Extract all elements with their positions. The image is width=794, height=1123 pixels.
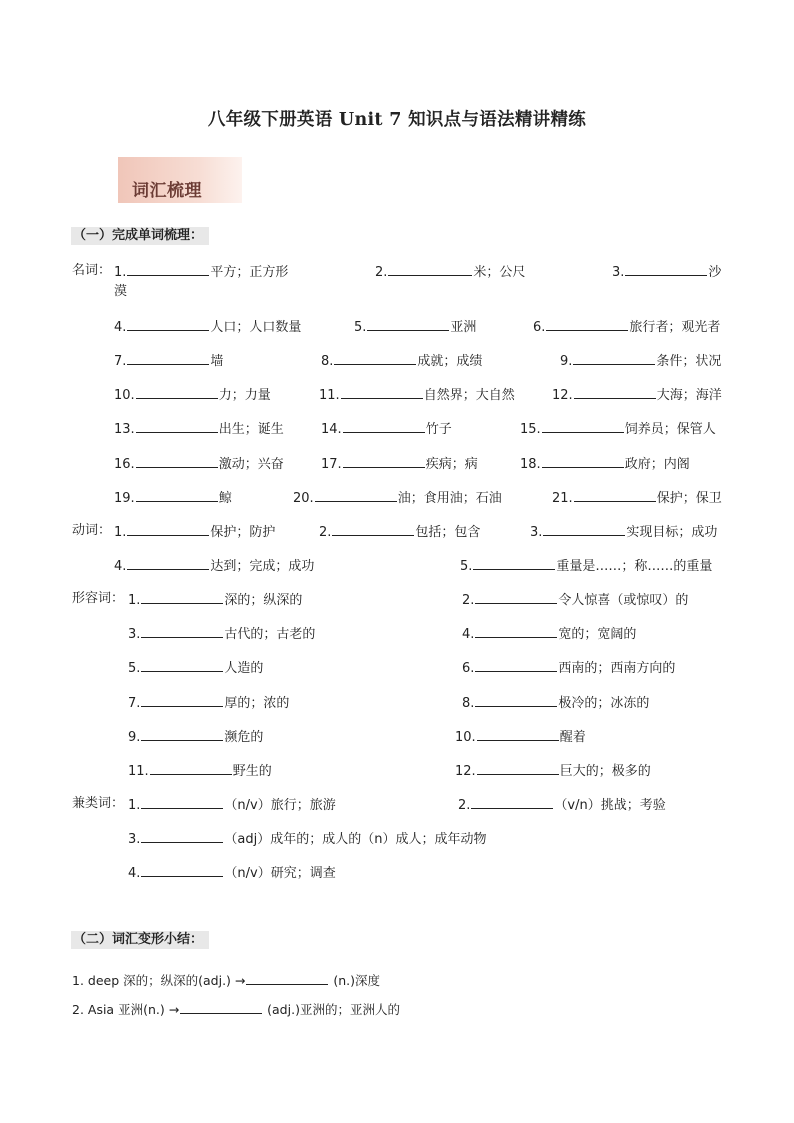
multi-row-2 [0, 829, 794, 847]
answer-blank[interactable] [141, 829, 223, 843]
adj-row-2 [0, 624, 794, 642]
list-item: 9. 条件；状况 [560, 351, 721, 371]
answer-blank[interactable] [477, 727, 559, 741]
answer-blank[interactable] [127, 351, 209, 365]
list-item: 3. （adj）成年的；成人的（n）成人；成年动物 [128, 829, 486, 849]
list-item: 3. 沙 [612, 262, 721, 282]
list-item: 16. 激动；兴奋 [114, 454, 284, 474]
noun-row-4 [0, 385, 794, 403]
list-item: 4. 人口；人口数量 [114, 317, 301, 337]
section-label-2: （二）词汇变形小结： [71, 931, 209, 949]
answer-blank[interactable] [246, 971, 328, 985]
answer-blank[interactable] [475, 590, 557, 604]
answer-blank[interactable] [546, 317, 628, 331]
noun-row-7 [0, 488, 794, 506]
answer-blank[interactable] [127, 317, 209, 331]
answer-blank[interactable] [574, 385, 656, 399]
answer-blank[interactable] [141, 863, 223, 877]
answer-blank[interactable] [136, 419, 218, 433]
multi-row-3 [0, 863, 794, 881]
adj-row-1 [0, 590, 794, 608]
list-item: 17. 疾病；病 [321, 454, 478, 474]
answer-blank[interactable] [141, 590, 223, 604]
answer-blank[interactable] [332, 522, 414, 536]
answer-blank[interactable] [542, 454, 624, 468]
noun-row-6 [0, 454, 794, 472]
list-item: 2. 包括；包含 [319, 522, 480, 542]
noun-row-5 [0, 419, 794, 437]
summary-row-1 [0, 971, 794, 989]
noun-row-3 [0, 351, 794, 369]
answer-blank[interactable] [141, 795, 223, 809]
answer-blank[interactable] [141, 658, 223, 672]
answer-blank[interactable] [477, 761, 559, 775]
list-item: 3. 实现目标；成功 [530, 522, 717, 542]
answer-blank[interactable] [180, 1000, 262, 1014]
list-item: 8. 成就；成绩 [321, 351, 482, 371]
list-item: 2. 米；公尺 [375, 262, 525, 282]
summary-row-2 [0, 1000, 794, 1018]
list-item: 1. 保护；防护 [114, 522, 275, 542]
list-item: 5. 人造的 [128, 658, 263, 678]
list-item: 10. 力；力量 [114, 385, 271, 405]
answer-blank[interactable] [150, 761, 232, 775]
list-item: 9. 濒危的 [128, 727, 263, 747]
section-banner [118, 157, 242, 203]
answer-blank[interactable] [343, 419, 425, 433]
answer-blank[interactable] [136, 488, 218, 502]
answer-blank[interactable] [573, 351, 655, 365]
list-item-wrap: 漠 [114, 284, 128, 299]
answer-blank[interactable] [127, 522, 209, 536]
adj-row-5 [0, 727, 794, 745]
verb-row-2 [0, 556, 794, 574]
list-item: 12. 大海；海洋 [552, 385, 722, 405]
section-label-1: （一）完成单词梳理： [71, 227, 209, 245]
list-item: 13. 出生；诞生 [114, 419, 284, 439]
list-item: 7. 厚的；浓的 [128, 693, 289, 713]
answer-blank[interactable] [625, 262, 707, 276]
list-item: 1. 深的；纵深的 [128, 590, 302, 610]
list-item: 4. 宽的；宽阔的 [462, 624, 636, 644]
answer-blank[interactable] [315, 488, 397, 502]
summary-item: 1. deep 深的；纵深的(adj.) → (n.)深度 [72, 973, 380, 988]
answer-blank[interactable] [475, 624, 557, 638]
category-label: 名词： [72, 263, 112, 278]
answer-blank[interactable] [127, 262, 209, 276]
summary-item: 2. Asia 亚洲(n.) → (adj.)亚洲的；亚洲人的 [72, 1002, 400, 1017]
list-item: 11. 自然界；大自然 [319, 385, 515, 405]
answer-blank[interactable] [475, 658, 557, 672]
answer-blank[interactable] [141, 624, 223, 638]
answer-blank[interactable] [141, 693, 223, 707]
banner-label: 词汇梳理 [132, 181, 202, 201]
multi-row-1 [0, 795, 794, 813]
list-item: 14. 竹子 [321, 419, 452, 439]
adj-row-3 [0, 658, 794, 676]
list-item: 11. 野生的 [128, 761, 272, 781]
answer-blank[interactable] [141, 727, 223, 741]
list-item: 4. 达到；完成；成功 [114, 556, 314, 576]
list-item: 3. 古代的；古老的 [128, 624, 315, 644]
list-item: 4. （n/v）研究；调查 [128, 863, 336, 883]
list-item: 12. 巨大的；极多的 [455, 761, 651, 781]
answer-blank[interactable] [542, 419, 624, 433]
list-item: 8. 极冷的；冰冻的 [462, 693, 649, 713]
answer-blank[interactable] [136, 454, 218, 468]
list-item: 15. 饲养员；保管人 [520, 419, 716, 439]
list-item: 6. 旅行者；观光者 [533, 317, 720, 337]
answer-blank[interactable] [136, 385, 218, 399]
noun-row-1 [0, 262, 794, 280]
category-label: 兼类词： [72, 796, 125, 811]
answer-blank[interactable] [388, 262, 472, 276]
list-item: 21. 保护；保卫 [552, 488, 722, 508]
answer-blank[interactable] [334, 351, 416, 365]
answer-blank[interactable] [343, 454, 425, 468]
list-item: 2. 令人惊喜（或惊叹）的 [462, 590, 688, 610]
list-item: 2. （v/n）挑战；考验 [458, 795, 666, 815]
list-item: 1. （n/v）旅行；旅游 [128, 795, 336, 815]
page-title: 八年级下册英语 Unit 7 知识点与语法精讲精练 [207, 110, 587, 130]
answer-blank[interactable] [543, 522, 625, 536]
adj-row-6 [0, 761, 794, 779]
list-item: 18. 政府；内阁 [520, 454, 690, 474]
answer-blank[interactable] [127, 556, 209, 570]
list-item: 5. 重量是……；称……的重量 [460, 556, 712, 576]
verb-row-1 [0, 522, 794, 540]
answer-blank[interactable] [341, 385, 423, 399]
adj-row-4 [0, 693, 794, 711]
list-item: 6. 西南的；西南方向的 [462, 658, 675, 678]
noun-row-2 [0, 317, 794, 335]
answer-blank[interactable] [475, 693, 557, 707]
list-item: 7. 墙 [114, 351, 223, 371]
answer-blank[interactable] [367, 317, 449, 331]
list-item: 10. 醒着 [455, 727, 586, 747]
answer-blank[interactable] [574, 488, 656, 502]
list-item: 19. 鲸 [114, 488, 232, 508]
category-label: 动词： [72, 523, 112, 538]
noun-row-wrap [0, 283, 794, 301]
list-item: 20. 油；食用油；石油 [293, 488, 502, 508]
list-item: 1. 平方；正方形 [114, 262, 288, 282]
list-item: 5. 亚洲 [354, 317, 476, 337]
answer-blank[interactable] [473, 556, 555, 570]
answer-blank[interactable] [471, 795, 553, 809]
category-label: 形容词： [72, 591, 125, 606]
